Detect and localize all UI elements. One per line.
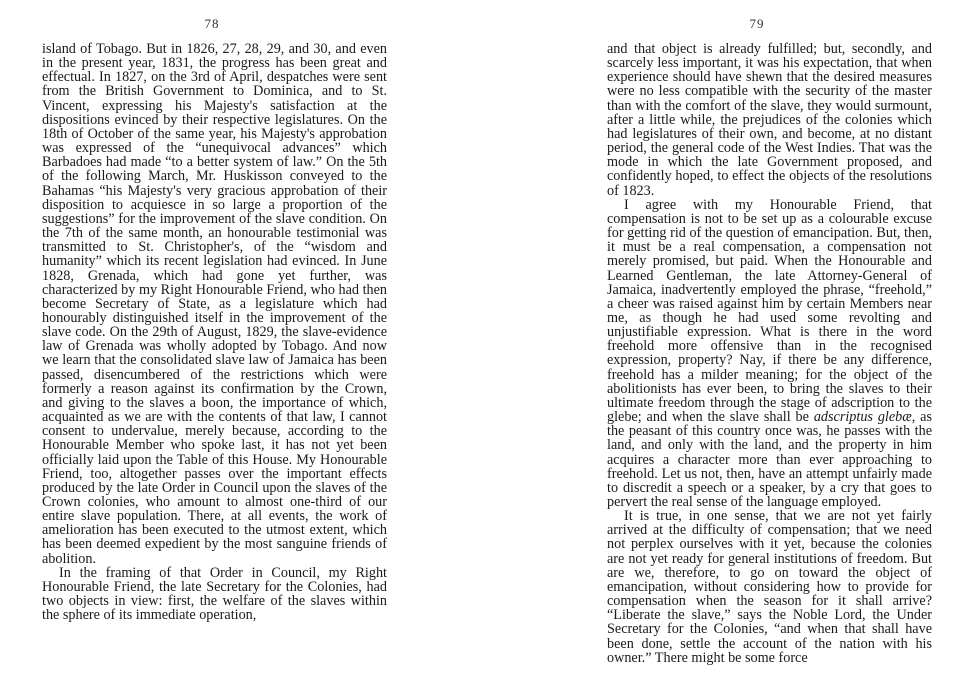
paragraph: and that object is already fulfilled; but, secondly, and scarcely less important, it was his expectation, that when experience should have shewn that the desired measures were no less compatible with the security of the master than with the comfort of the slave, they would surmount, after a little while, the prejudices of the colonies which had legislatures of their own, and become, at no distant period, the general code of the West Indies. That was the mode in which the late Government proposed, and confidently hoped, to effect the objects of the resolutions of 1823.	[607, 41, 932, 199]
paragraph	[607, 198, 932, 509]
right-page	[490, 0, 980, 674]
page-number: 78	[204, 16, 220, 31]
text-column	[42, 42, 387, 622]
text-column	[607, 42, 932, 665]
paragraph-text: , as the peasant of this country once was, he passes with the land, and only with the land, and the property in him acquires a character more than ever approaching to freehold. Let us not, then, have an attempt unfairly made to discredit a speech or a speaker, by a cry that goes to pervert the real sense of the language employed.	[607, 409, 932, 510]
paragraph: In the framing of that Order in Council, my Right Honourable Friend, the late Secretary for the Colonies, had two objects in view: first, the welfare of the slaves within the sphere of its immediate operation,	[42, 564, 387, 624]
paragraph-text: I agree with my Honourable Friend, that compensation is not to be set up as a colourable excuse for getting rid of the question of emancipation. But, then, it must be a real compensation, a compensation not merely promised, but paid. When the Honourable and Learned Gentleman, the late Attorney-General of Jamaica, inadvertently employed the phrase, “freehold,” a cheer was raised against him by certain Members near me, as though he had used some revolting and unjustifiable expression. What is there in the word freehold more offensive than in the recognised expression, property? Nay, if there be any difference, freehold has a milder meaning; for the object of the abolitionists has ever been, to bring the slaves to their ultimate freedom through the stage of adscription to the glebe; and when the slave shall be	[607, 196, 932, 426]
latin-phrase: adscriptus glebæ	[813, 409, 912, 426]
paragraph: island of Tobago. But in 1826, 27, 28, 29, and 30, and even in the present year, 1831, the progress has been great and effectual. In 1827, on the 3rd of April, despatches were sent from the British Government to Dominica, and to St. Vincent, expressing his Majesty's satisfaction at the dispositions evinced by their respective legislatures. On the 18th of October of the same year, his Majesty's approbation was expressed of the “unequivocal advances” which Barbadoes had made “to a better system of law.” On the 5th of the following March, Mr. Huskisson conveyed to the Bahamas “his Majesty's very gracious approbation of their disposition to acquiesce in so large a proportion of the suggestions” for the improvement of the slave condition. On the 7th of the same month, an honourable testimonial was transmitted to St. Christopher's, of the “wisdom and humanity” which its recent legislation had evinced. In June 1828, Grenada, which had gone yet further, was characterized by my Right Honourable Friend, who had then become Secretary of State, as a legislature which had honourably distinguished itself in the improvement of the slave code. On the 29th of August, 1829, the slave-evidence law of Grenada was wholly adopted by Tobago. And now we learn that the consolidated slave law of Jamaica has been passed, disencumbered of the restrictions which were formerly a reason against its confirmation by the Crown, and giving to the slaves a boon, the importance of which, acquainted as we are with the contents of that law, I cannot consent to undervalue, merely because, according to the Honourable Member who spoke last, it has not yet been officially laid upon the Table of this House. My Honourable Friend, too, altogether passes over the important effects produced by the late Order in Council upon the slaves of the Crown colonies, who amount to almost one-third of our entire slave population. There, at all events, the work of amelioration has been executed to the utmost extent, which has been deemed expedient by the most sanguine friends of abolition.	[42, 41, 387, 567]
page-number: 79	[749, 16, 765, 31]
paragraph: It is true, in one sense, that we are not yet fairly arrived at the difficulty of compensation; that we need not perplex ourselves with it yet, because the colonies are not yet ready for general institutions of freedom. But are we, therefore, to go on toward the object of emancipation, without considering how to provide for compensation when the season for it shall arrive? “Liberate the slave,” says the Noble Lord, the Under Secretary for the Colonies, “and when that shall have been done, settle the account of the nation with his owner.” There might be some force	[607, 508, 932, 666]
